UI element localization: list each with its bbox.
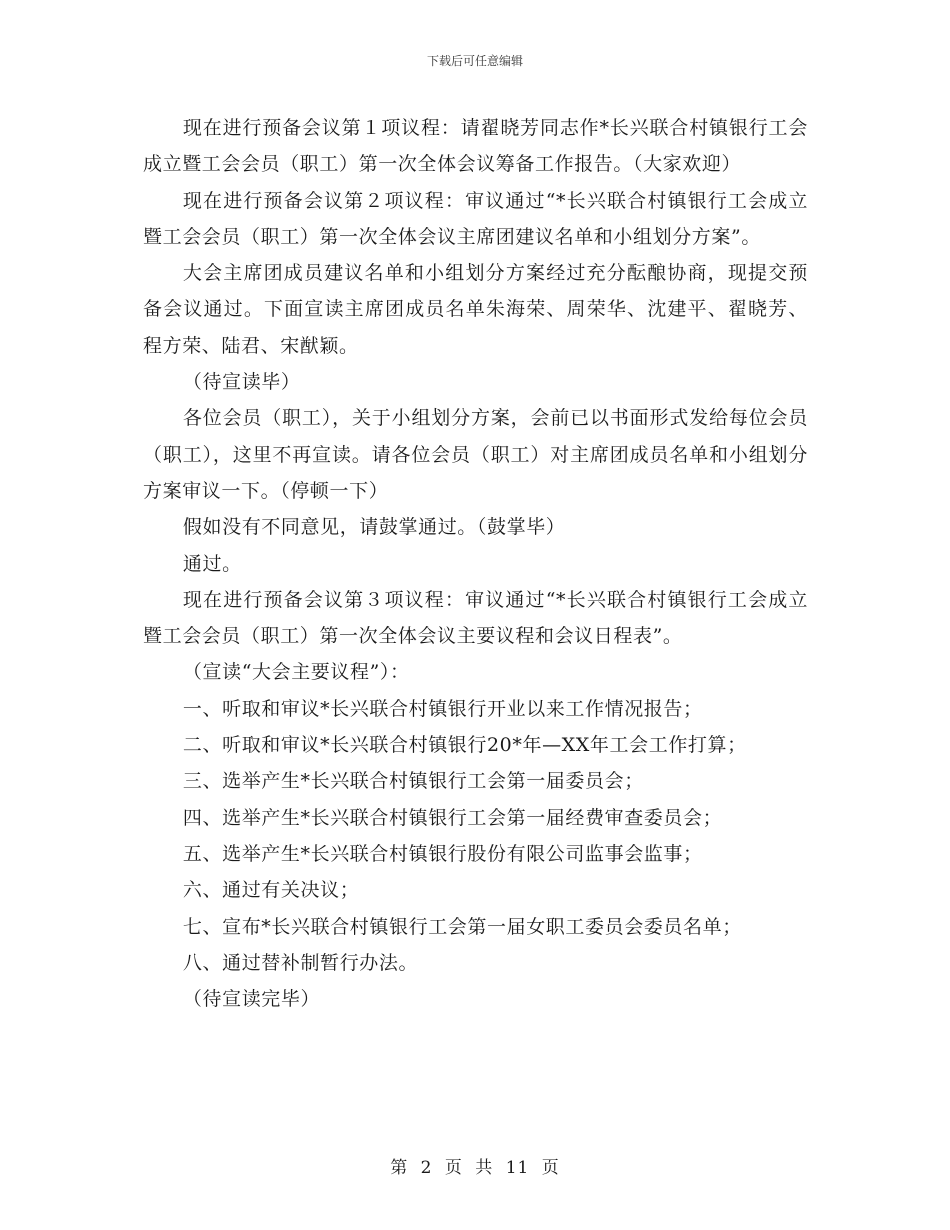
page-footer: 第 2 页 共 11 页 <box>390 1158 560 1178</box>
page-header: 下载后可任意编辑 <box>426 54 523 68</box>
agenda-list-item-5: 五、选举产生*长兴联合村镇银行股份有限公司监事会监事； <box>182 842 703 865</box>
agenda-list-item-3: 三、选举产生*长兴联合村镇银行工会第一届委员会； <box>182 770 644 793</box>
paragraph-read-main-agenda: （宣读“大会主要议程”）： <box>182 661 410 684</box>
paragraph-agenda-item-3: 现在进行预备会议第３项议程：审议通过“*长兴联合村镇银行工会成立暨工会会员（职工）第一次全体会议主要议程和会议日程表”。 <box>143 588 808 648</box>
agenda-list-item-7: 七、宣布*长兴联合村镇银行工会第一届女职工委员会委员名单； <box>182 915 742 938</box>
document-body <box>143 110 808 1017</box>
paragraph-agenda-item-2: 现在进行预备会议第２项议程：审议通过“*长兴联合村镇银行工会成立暨工会会员（职工）第一次全体会议主席团建议名单和小组划分方案”。 <box>143 189 808 248</box>
paragraph-group-division: 各位会员（职工），关于小组划分方案，会前已以书面形式发给每位会员（职工），这里不再宣读。请各位会员（职工）对主席团成员名单和小组划分方案审议一下。（停顿一下） <box>143 407 808 502</box>
paragraph-presidium-list: 大会主席团成员建议名单和小组划分方案经过充分酝酿协商，现提交预备会议通过。下面宣读主席团成员名单朱海荣、周荣华、沈建平、翟晓芳、程方荣、陆君、宋猷颖。 <box>143 262 808 357</box>
paragraph-read-complete: （待宣读完毕） <box>182 988 321 1011</box>
agenda-list-item-4: 四、选举产生*长兴联合村镇银行工会第一届经费审查委员会； <box>182 806 723 829</box>
agenda-list-item-8: 八、通过替补制暂行办法。 <box>182 951 419 974</box>
agenda-list-item-6: 六、通过有关决议； <box>182 879 360 902</box>
paragraph-note-read: （待宣读毕） <box>182 371 301 394</box>
paragraph-applause: 假如没有不同意见，请鼓掌通过。（鼓掌毕） <box>182 516 566 539</box>
agenda-list-item-2: 二、听取和审议*长兴联合村镇银行20*年—XX年工会工作打算； <box>182 734 747 757</box>
agenda-list-item-1: 一、听取和审议*长兴联合村镇银行开业以来工作情况报告； <box>182 697 703 720</box>
paragraph-passed: 通过。 <box>182 552 242 575</box>
paragraph-agenda-item-1: 现在进行预备会议第１项议程：请翟晓芳同志作*长兴联合村镇银行工会成立暨工会会员（职工）第一次全体会议筹备工作报告。（大家欢迎） <box>143 117 808 176</box>
